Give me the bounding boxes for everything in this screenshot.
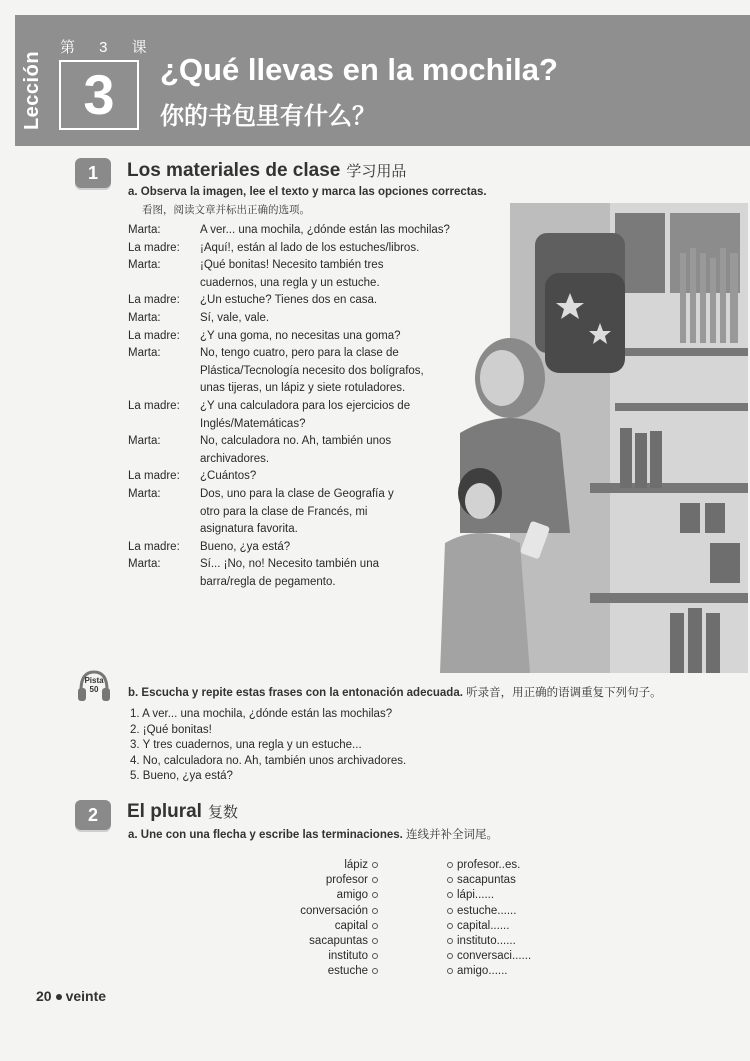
- dialogue-text: cuadernos, una regla y un estuche.: [200, 276, 380, 289]
- dialogue-text: A ver... una mochila, ¿dónde están las mochilas?: [200, 224, 450, 236]
- match-dot[interactable]: [447, 862, 453, 868]
- match-dot[interactable]: [372, 877, 378, 883]
- match-left-item[interactable]: [270, 888, 382, 903]
- section-1-instruction-b: [128, 684, 662, 700]
- phrase-item: 1. A ver... una mochila, ¿dónde están las mochilas?: [130, 708, 393, 720]
- dialogue-speaker: [128, 416, 200, 434]
- dialogue-speaker: Marta:: [128, 224, 161, 236]
- dialogue-speaker: Marta:: [128, 259, 161, 272]
- match-right-item[interactable]: [443, 904, 531, 919]
- dialogue-speaker: Marta:: [128, 347, 161, 360]
- match-right-word[interactable]: lápi......: [457, 889, 495, 902]
- dialogue-text: Sí, vale, vale.: [200, 311, 270, 324]
- dialogue-text: Sí... ¡No, no! Necesito también una: [200, 558, 379, 571]
- match-left-item[interactable]: [270, 919, 382, 934]
- dialogue-speaker: La madre:: [128, 241, 180, 254]
- dialogue-speaker: Marta:: [128, 435, 161, 448]
- match-right-item[interactable]: [443, 919, 531, 934]
- dialogue-text: archivadores.: [200, 452, 270, 465]
- match-dot[interactable]: [372, 953, 378, 959]
- phrase-list: [130, 707, 406, 785]
- dialogue-speaker: [128, 363, 200, 381]
- dialogue-line: [128, 433, 468, 451]
- dialogue-line: [128, 539, 468, 557]
- dialogue-text: ¡Aquí!, están al lado de los estuches/libros.: [200, 241, 420, 254]
- section-1-instruction-b-es: b. Escucha y repite estas frases con la entonación adecuada.: [128, 687, 463, 699]
- dialogue-speaker: La madre:: [128, 540, 180, 553]
- dialogue-speaker: [128, 451, 200, 469]
- match-left-item[interactable]: [270, 904, 382, 919]
- match-left-item[interactable]: [270, 858, 382, 873]
- match-dot[interactable]: [372, 908, 378, 914]
- footer-bullet: [56, 994, 62, 1000]
- match-dot[interactable]: [447, 892, 453, 898]
- dialogue-text: Plástica/Tecnología necesito dos bolígrafos,: [200, 364, 424, 377]
- dialogue-speaker: Marta:: [128, 311, 161, 324]
- lesson-cn-label: 第 3 课: [60, 39, 157, 56]
- match-left-word: lápiz: [344, 859, 368, 871]
- dialogue-text: No, calculadora no. Ah, también unos: [200, 435, 392, 448]
- section-2-title: [127, 801, 238, 823]
- dialogue-speaker: Marta:: [128, 487, 161, 500]
- match-right-word[interactable]: amigo......: [457, 965, 508, 978]
- leccion-vertical-label: [22, 40, 44, 140]
- phrase-item: 3. Y tres cuadernos, una regla y un estuche...: [130, 739, 362, 751]
- match-left-word: sacapuntas: [309, 935, 368, 948]
- shop-illustration: [440, 203, 748, 673]
- match-right-item[interactable]: [443, 858, 531, 873]
- match-right-column: [443, 858, 531, 980]
- pista-number: 50: [89, 685, 99, 694]
- pista-label: [76, 676, 112, 694]
- match-left-item[interactable]: [270, 964, 382, 979]
- dialogue-speaker: Marta:: [128, 558, 161, 571]
- dialogue-line: [128, 222, 468, 240]
- match-left-word: instituto: [328, 950, 368, 963]
- lesson-title-cn: 你的书包里有什么？: [160, 103, 376, 130]
- match-right-word[interactable]: conversaci......: [457, 950, 532, 963]
- dialogue-text: unas tijeras, un lápiz y siete rotuladores.: [200, 382, 406, 395]
- section-2-instruction-a-es: a. Une con una flecha y escribe las terminaciones.: [128, 829, 403, 841]
- page-footer: [36, 988, 106, 1004]
- dialogue-line: [128, 468, 468, 486]
- match-left-column: [270, 858, 382, 980]
- match-left-word: conversación: [300, 904, 368, 917]
- dialogue-text: ¿Un estuche? Tienes dos en casa.: [200, 294, 378, 307]
- section-2-badge: 2: [75, 800, 111, 830]
- lesson-number-box: 3: [59, 60, 139, 130]
- dialogue-speaker: [128, 275, 200, 293]
- match-dot[interactable]: [372, 923, 378, 929]
- dialogue-text: Inglés/Matemáticas?: [200, 417, 306, 430]
- section-2-instruction-a-cn: 连线并补全词尾。: [406, 829, 499, 841]
- dialogue-line: [128, 398, 468, 416]
- dialogue-line: [128, 416, 468, 434]
- match-right-word[interactable]: instituto......: [457, 935, 516, 948]
- match-dot[interactable]: [447, 877, 453, 883]
- dialogue-line: [128, 292, 468, 310]
- match-left-item[interactable]: [270, 934, 382, 949]
- dialogue-line: [128, 504, 468, 522]
- match-left-word: amigo: [336, 889, 368, 902]
- dialogue-line: [128, 486, 468, 504]
- dialogue-text: Bueno, ¿ya está?: [200, 540, 291, 553]
- page-word: veinte: [65, 988, 107, 1004]
- match-dot[interactable]: [447, 953, 453, 959]
- dialogue-line: [128, 380, 468, 398]
- phrase-item: 2. ¡Qué bonitas!: [130, 723, 212, 736]
- dialogue-text: Dos, uno para la clase de Geografía y: [200, 487, 394, 500]
- dialogue-text: otro para la clase de Francés, mi: [200, 505, 368, 518]
- dialogue: [128, 222, 468, 591]
- match-dot[interactable]: [372, 892, 378, 898]
- lesson-title-es: ¿Qué llevas en la mochila?: [160, 52, 558, 87]
- dialogue-line: [128, 257, 468, 275]
- section-2-title-es: El plural: [127, 801, 202, 822]
- section-1-badge: 1: [75, 158, 111, 188]
- section-1-instruction-b-cn: 听录音，用正确的语调重复下列句子。: [466, 687, 662, 699]
- dialogue-text: No, tengo cuatro, pero para la clase de: [200, 347, 399, 360]
- match-right-word[interactable]: estuche......: [457, 904, 517, 917]
- dialogue-line: [128, 345, 468, 363]
- section-2-instruction-a: [128, 826, 498, 842]
- match-left-item[interactable]: [270, 873, 382, 888]
- match-dot[interactable]: [372, 862, 378, 868]
- dialogue-text: ¡Qué bonitas! Necesito también tres: [200, 259, 384, 272]
- match-left-item[interactable]: [270, 949, 382, 964]
- dialogue-speaker: [128, 504, 200, 522]
- dialogue-line: [128, 574, 468, 592]
- dialogue-speaker: La madre:: [128, 294, 180, 307]
- dialogue-line: [128, 556, 468, 574]
- section-1-instruction-a-cn: 看图，阅读文章并标出正确的选项。: [142, 204, 310, 216]
- section-1-title-es: Los materiales de clase: [127, 160, 341, 181]
- phrase-item: 4. No, calculadora no. Ah, también unos archivadores.: [130, 754, 407, 767]
- dialogue-line: [128, 240, 468, 258]
- dialogue-speaker: [128, 521, 200, 539]
- match-dot[interactable]: [447, 923, 453, 929]
- dialogue-line: [128, 451, 468, 469]
- section-1-instruction-a: a. Observa la imagen, lee el texto y marca las opciones correctas.: [128, 186, 487, 198]
- section-1-title: [127, 160, 406, 182]
- dialogue-speaker: La madre:: [128, 329, 180, 342]
- match-dot[interactable]: [372, 938, 378, 944]
- match-left-word: estuche: [327, 965, 368, 978]
- match-right-word[interactable]: capital......: [457, 919, 510, 932]
- match-right-item[interactable]: [443, 888, 531, 903]
- dialogue-text: ¿Y una calculadora para los ejercicios de: [200, 399, 411, 412]
- dialogue-line: [128, 328, 468, 346]
- match-dot[interactable]: [447, 908, 453, 914]
- dialogue-speaker: [128, 574, 200, 592]
- dialogue-speaker: La madre:: [128, 470, 180, 483]
- dialogue-line: [128, 310, 468, 328]
- match-left-word: capital: [334, 919, 368, 932]
- leccion-label-text: Lección: [21, 50, 44, 130]
- match-right-item[interactable]: [443, 964, 531, 979]
- phrase-item: 5. Bueno, ¿ya está?: [130, 770, 233, 782]
- dialogue-text: asignatura favorita.: [200, 523, 298, 536]
- pista-label-text: Pista: [84, 676, 104, 685]
- match-right-word[interactable]: profesor..es.: [457, 859, 521, 871]
- match-right-item[interactable]: [443, 873, 531, 888]
- match-dot[interactable]: [372, 968, 378, 974]
- dialogue-line: [128, 521, 468, 539]
- match-dot[interactable]: [447, 938, 453, 944]
- section-1-title-cn: 学习用品: [346, 163, 407, 180]
- dialogue-text: ¿Cuántos?: [200, 470, 257, 483]
- section-2-title-cn: 复数: [207, 804, 238, 821]
- match-left-word: profesor: [325, 874, 368, 887]
- page-number: 20: [36, 988, 52, 1004]
- dialogue-line: [128, 363, 468, 381]
- match-right-item[interactable]: [443, 949, 531, 964]
- match-dot[interactable]: [447, 968, 453, 974]
- dialogue-speaker: [128, 380, 200, 398]
- dialogue-text: barra/regla de pegamento.: [200, 575, 336, 588]
- match-right-word[interactable]: sacapuntas: [457, 874, 516, 887]
- dialogue-speaker: La madre:: [128, 399, 180, 412]
- dialogue-text: ¿Y una goma, no necesitas una goma?: [200, 329, 401, 342]
- match-right-item[interactable]: [443, 934, 531, 949]
- dialogue-line: [128, 275, 468, 293]
